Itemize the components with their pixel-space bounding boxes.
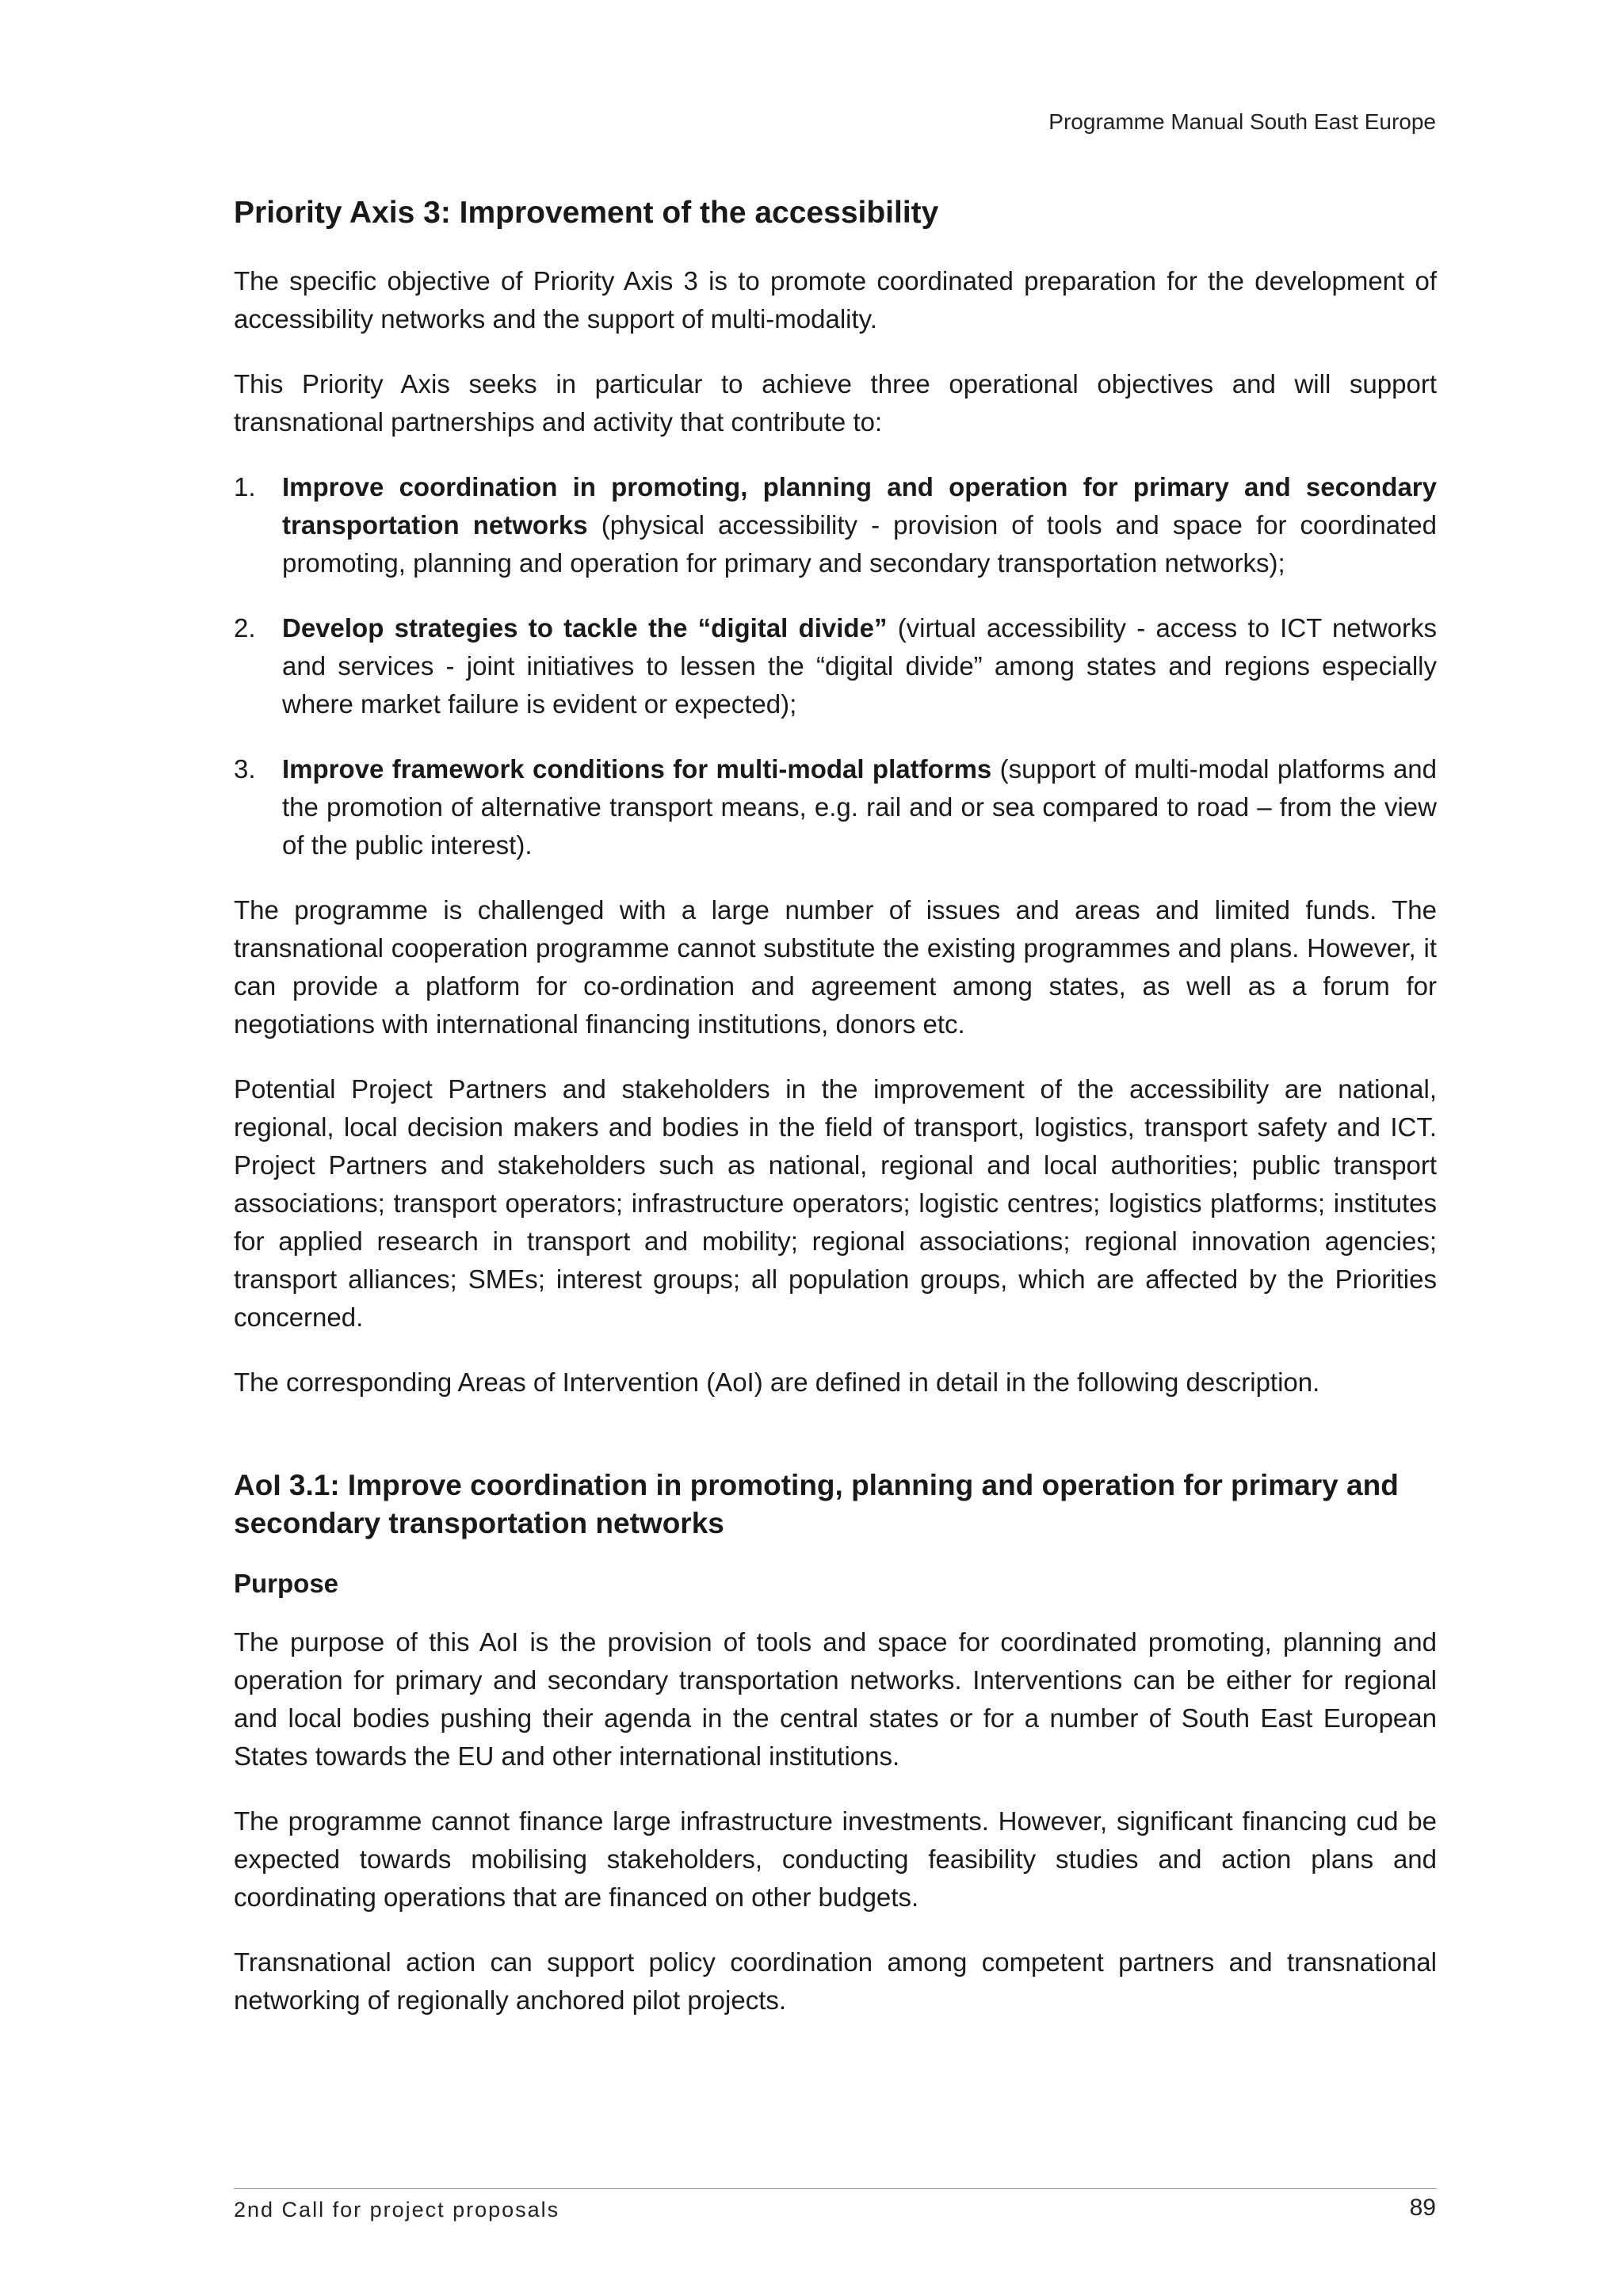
objective-title: Develop strategies to tackle the “digital divide”	[282, 613, 888, 643]
aoi-title: AoI 3.1: Improve coordination in promoting, planning and operation for primary and secondary transportation networks	[234, 1469, 1399, 1539]
intro-paragraph-1: The specific objective of Priority Axis 3 is to promote coordinated preparation for the development of accessibility networks and the support of multi-modality.	[234, 266, 1437, 334]
purpose-heading: Purpose	[234, 1569, 339, 1598]
objective-text: (physical accessibility - provision of tools and space for coordinated promoting, planning and operation for primary and secondary transportation networks);	[282, 510, 1437, 578]
objective-text: (virtual accessibility - access to ICT networks and services - joint initiatives to lessen the “digital divide” among states and regions especially where market failure is evident or expected);	[282, 613, 1437, 719]
footer-call-label: 2nd Call for project proposals	[234, 2198, 560, 2222]
intro-paragraph-2: This Priority Axis seeks in particular to achieve three operational objectives and will support transnational partnerships and activity that contribute to:	[234, 369, 1437, 437]
body-paragraph-stakeholders: Potential Project Partners and stakeholders in the improvement of the accessibility are national, regional, local decision makers and bodies in the field of transport, logistics, transport safety and ICT. Project Partners and stakeholders such as national, regional and local authorities; public transport associations; transport operators; infrastructure operators; logistic centres; logistics platforms; institutes for applied research in transport and mobility; regional associations; regional innovation agencies; transport alliances; SMEs; interest groups; all population groups, which are affected by the Priorities concerned.	[234, 1074, 1437, 1332]
section-title: Priority Axis 3: Improvement of the accessibility	[234, 196, 939, 230]
list-item	[234, 468, 1437, 582]
aoi-paragraph-1: The purpose of this AoI is the provision of tools and space for coordinated promoting, planning and operation for primary and secondary transportation networks. Interventions can be either for regional and local bodies pushing their agenda in the central states or for a number of South East European States towards the EU and other international institutions.	[234, 1627, 1437, 1771]
list-item	[234, 750, 1437, 864]
objective-title: Improve coordination in promoting, planning and operation for primary and secondary transportation networks	[282, 472, 1437, 540]
body-paragraph-aoi-intro: The corresponding Areas of Intervention (AoI) are defined in detail in the following description.	[234, 1367, 1320, 1397]
running-header: Programme Manual South East Europe	[1048, 109, 1436, 134]
list-item	[234, 609, 1437, 723]
footer-divider	[234, 2188, 1437, 2189]
objective-text: (support of multi-modal platforms and the promotion of alternative transport means, e.g. rail and or sea compared to road – from the view of the public interest).	[282, 754, 1438, 860]
page-content	[234, 194, 1437, 2046]
objective-title: Improve framework conditions for multi-modal platforms	[282, 754, 992, 784]
list-number: 1.	[234, 472, 256, 502]
aoi-paragraph-2: The programme cannot finance large infrastructure investments. However, significant financing cud be expected towards mobilising stakeholders, conducting feasibility studies and action plans and coordinating operations that are financed on other budgets.	[234, 1806, 1437, 1912]
list-number: 3.	[234, 754, 256, 784]
operational-objectives-list	[234, 468, 1437, 864]
aoi-paragraph-3: Transnational action can support policy coordination among competent partners and transnational networking of regionally anchored pilot projects.	[234, 1947, 1437, 2015]
body-paragraph-challenges: The programme is challenged with a large number of issues and areas and limited funds. The transnational cooperation programme cannot substitute the existing programmes and plans. However, it can provide a platform for co-ordination and agreement among states, as well as a forum for negotiations with international financing institutions, donors etc.	[234, 895, 1437, 1039]
page-number: 89	[1409, 2195, 1436, 2221]
list-number: 2.	[234, 613, 256, 643]
